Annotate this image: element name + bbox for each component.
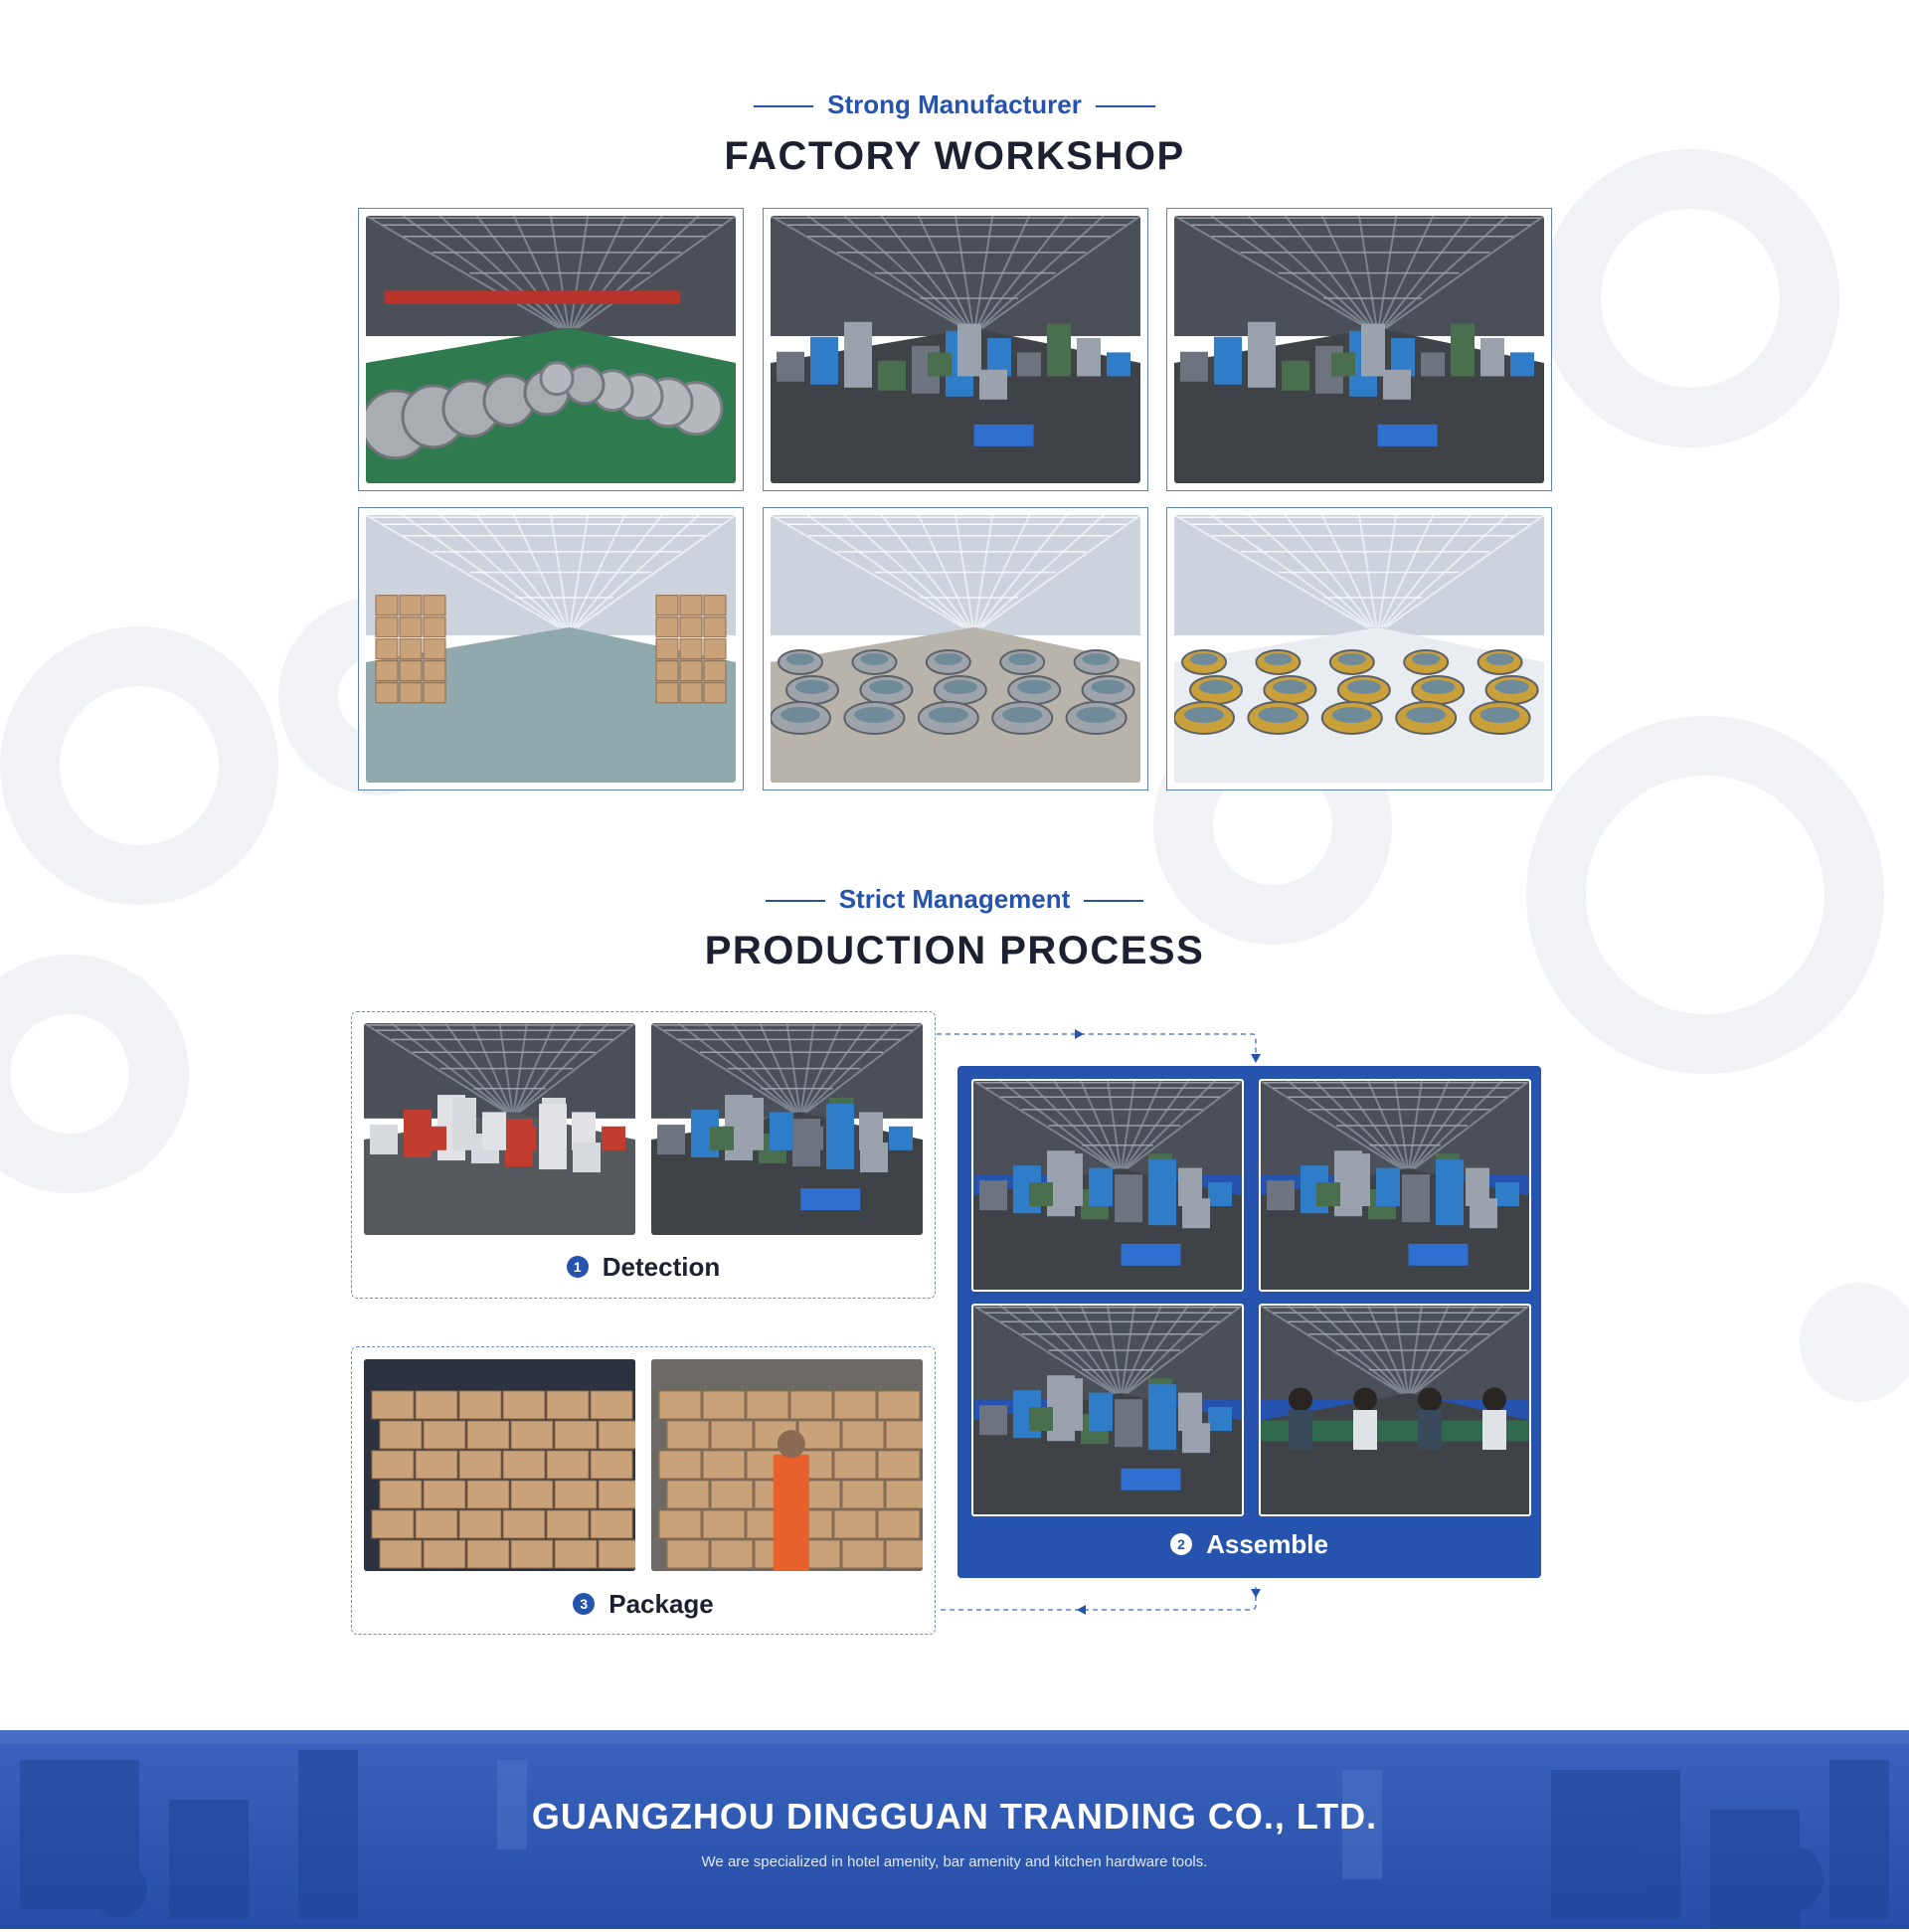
arrow-down-icon: [1251, 1054, 1261, 1063]
arrow-right-icon: [1075, 1029, 1084, 1039]
assemble-step-text: Assemble: [1206, 1528, 1328, 1559]
process-eyebrow-text: Strict Management: [838, 884, 1071, 914]
workshop-eyebrow-text: Strong Manufacturer: [827, 89, 1082, 119]
stamping-line-photo: [1174, 216, 1544, 483]
package-step-text: Package: [608, 1588, 714, 1619]
package-photo-carton-stack: [651, 1359, 923, 1571]
steel-coil-storage-photo: [366, 216, 736, 483]
workshop-photo-frame: [1166, 208, 1552, 491]
eyebrow-left-line: [754, 105, 813, 107]
package-step-card: [351, 1346, 936, 1635]
assemble-step-label: [957, 1524, 1541, 1564]
workshop-photo-frame: [763, 208, 1148, 491]
arrow-left-icon: [1077, 1605, 1086, 1615]
carton-warehouse-photo: [366, 515, 736, 783]
workshop-photo-frame: [763, 507, 1148, 790]
company-name: GUANGZHOU DINGGUAN TRANDING CO., LTD.: [531, 1796, 1378, 1837]
chafing-dish-showroom-photo: [771, 515, 1140, 783]
process-title: PRODUCTION PROCESS: [704, 929, 1205, 972]
eyebrow-right-line: [1084, 900, 1143, 902]
assemble-photo-workers-line: [1259, 1304, 1531, 1516]
assemble-photo-production-floor: [971, 1079, 1244, 1292]
step-number-badge: 3: [573, 1593, 595, 1615]
company-tagline: We are specialized in hotel amenity, bar amenity and kitchen hardware tools.: [701, 1853, 1208, 1870]
workshop-photo-frame: [358, 507, 744, 790]
step-number-badge: 1: [567, 1256, 589, 1278]
gold-chafing-dish-display-photo: [1174, 515, 1544, 783]
detection-step-card: [351, 1011, 936, 1299]
package-step-label: [352, 1586, 935, 1622]
assemble-photo-workshop-hall: [1259, 1079, 1531, 1292]
workshop-eyebrow: [0, 89, 1909, 119]
assemble-photo-injection-machines: [971, 1304, 1244, 1516]
assemble-step-card: [957, 1066, 1541, 1578]
eyebrow-right-line: [1096, 105, 1155, 107]
detection-photo-cnc: [651, 1023, 923, 1235]
arrow-down-icon: [1251, 1589, 1261, 1598]
process-eyebrow: [0, 884, 1909, 914]
workshop-photo-frame: [358, 208, 744, 491]
step-number-badge: 2: [1170, 1533, 1192, 1555]
press-machine-floor-photo: [771, 216, 1140, 483]
detection-photo-warehouse: [364, 1023, 635, 1235]
detection-step-label: [352, 1249, 935, 1285]
company-footer-banner: [0, 1730, 1909, 1929]
workshop-photo-frame: [1166, 507, 1552, 790]
detection-step-text: Detection: [602, 1251, 721, 1282]
eyebrow-left-line: [766, 900, 825, 902]
workshop-title: FACTORY WORKSHOP: [724, 134, 1185, 178]
package-photo-container-loading: [364, 1359, 635, 1571]
